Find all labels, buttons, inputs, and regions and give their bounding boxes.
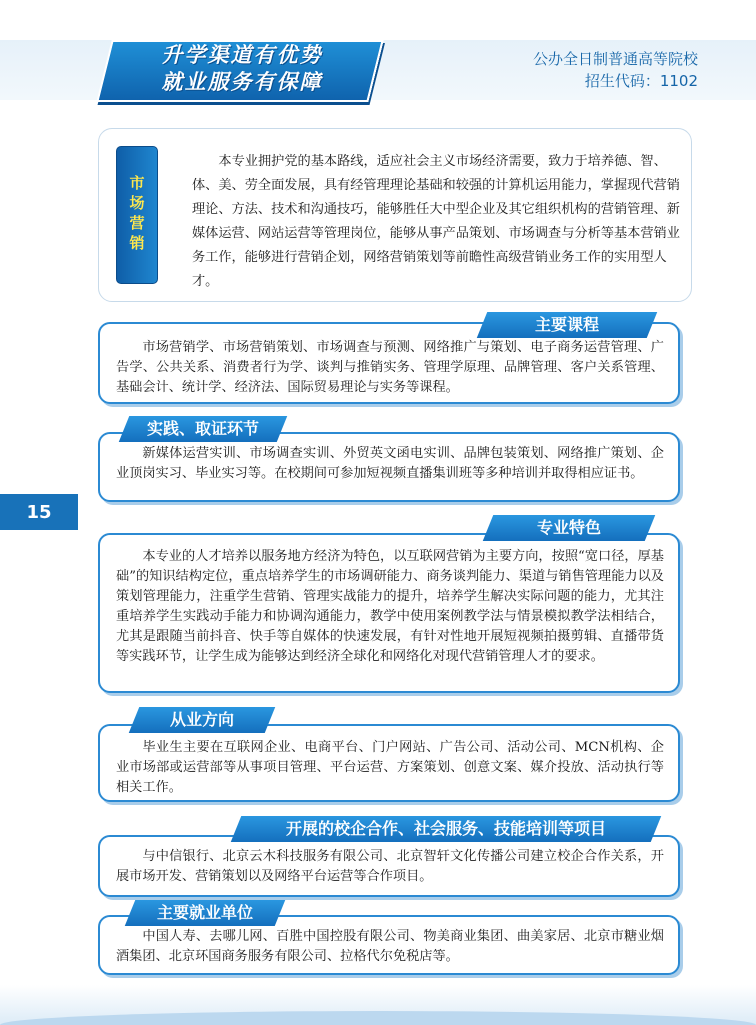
- practice-text: 新媒体运营实训、市场调查实训、外贸英文函电实训、品牌包装策划、网络推广策划、企业顶岗实习、毕业实习等。在校期间可参加短视频直播集训班等多种培训并取得相应证书。: [116, 446, 664, 481]
- practice-section: [98, 432, 680, 502]
- courses-title: 主要课程: [477, 312, 658, 338]
- footer-wave: [0, 985, 756, 1025]
- features-section: [98, 533, 680, 693]
- cooperation-section: [98, 835, 680, 897]
- cooperation-title: 开展的校企合作、社会服务、技能培训等项目: [231, 816, 662, 842]
- practice-title: 实践、取证环节: [119, 416, 288, 442]
- features-title: 专业特色: [483, 515, 656, 541]
- school-type: 公办全日制普通高等院校: [532, 50, 698, 68]
- major-name: 市场营销: [127, 175, 146, 255]
- major-name-ribbon: [116, 146, 158, 284]
- career-title: 从业方向: [129, 707, 276, 733]
- enroll-code: 招生代码：1102: [584, 72, 698, 90]
- slogan-line-1: 升学渠道有优势: [161, 43, 323, 67]
- major-intro-text: 本专业拥护党的基本路线，适应社会主义市场经济需要，致力于培养德、智、体、美、劳全面发展，具有经管理理论基础和较强的计算机运用能力，掌握现代营销理论、方法、技术和沟通技巧，能够胜任大中型企业及其它组织机构的营销管理、新媒体运营、网站运营等管理岗位，能够从事产品策划、市场调查与分析等基本营销业务工作，能够进行营销企划，网络营销策划等前瞻性高级营销业务工作的实用型人才。: [192, 154, 680, 289]
- employers-text: 中国人寿、去哪儿网、百胜中国控股有限公司、物美商业集团、曲美家居、北京市糖业烟酒集团、北京环国商务服务有限公司、拉格代尔免税店等。: [116, 929, 664, 964]
- page-number: 15: [0, 494, 78, 530]
- slogan-line-2: 就业服务有保障: [161, 70, 323, 94]
- cooperation-text: 与中信银行、北京云木科技服务有限公司、北京智轩文化传播公司建立校企合作关系，开展市场开发、营销策划以及网络平台运营等合作项目。: [116, 849, 664, 884]
- slogan-text: [122, 42, 362, 96]
- features-text: 本专业的人才培养以服务地方经济为特色，以互联网营销为主要方向，按照“宽口径，厚基础”的知识结构定位，重点培养学生的市场调研能力、商务谈判能力、渠道与销售管理能力以及策划管理能力，注重学生营销、管理实战能力的提升，培养学生解决实际问题的能力，尤其注重培养学生实践动手能力和协调沟通能力，教学中使用案例教学法与情景模拟教学法相结合，尤其是跟随当前抖音、快手等自媒体的快速发展，有针对性地开展短视频拍摄剪辑、直播带货等实践环节，让学生成为能够达到经济全球化和网络化对现代营销管理人才的要求。: [116, 549, 664, 664]
- career-text: 毕业生主要在互联网企业、电商平台、门户网站、广告公司、活动公司、MCN机构、企业市场部或运营部等从事项目管理、平台运营、方案策划、创意文案、媒介投放、活动执行等相关工作。: [116, 740, 664, 795]
- courses-text: 市场营销学、市场营销策划、市场调查与预测、网络推广与策划、电子商务运营管理、广告学、公共关系、消费者行为学、谈判与推销实务、管理学原理、品牌管理、客户关系管理、基础会计、统计学、经济法、国际贸易理论与实务等课程。: [116, 340, 664, 395]
- career-section: [98, 724, 680, 802]
- employers-title: 主要就业单位: [125, 900, 286, 926]
